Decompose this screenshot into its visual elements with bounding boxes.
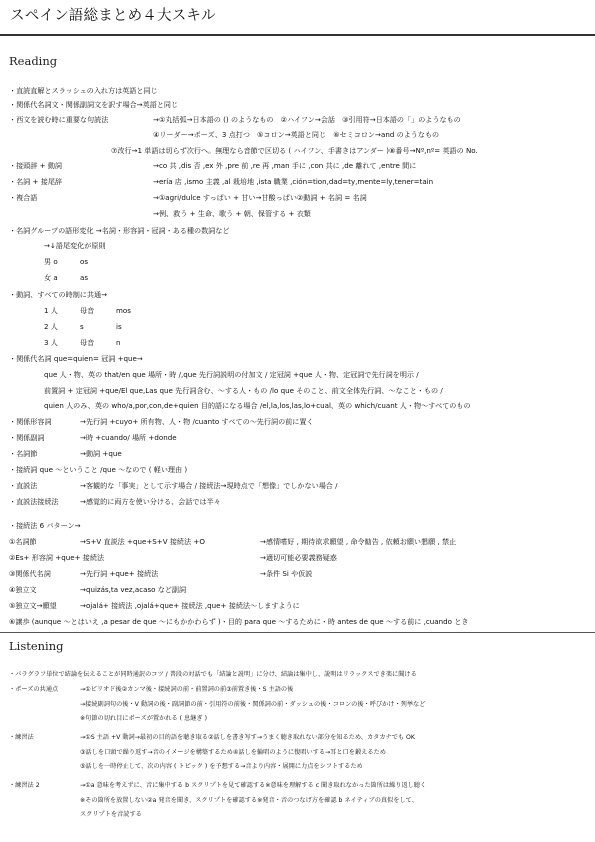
listening-line: ※句節の切れ目にポーズが置かれる ( 息継ぎ ) — [80, 715, 207, 722]
person-cell: s — [80, 322, 84, 331]
reading-line: ・動詞、すべての時制に共通→ — [9, 290, 108, 299]
person-cell: mos — [116, 306, 131, 315]
pattern-label: ③関係代名詞 — [9, 569, 51, 578]
reading-line: ・複合語 — [9, 193, 38, 202]
page-title: スペイン語総まとめ４大スキル — [10, 8, 216, 24]
section-divider — [0, 632, 595, 633]
listening-line: ・パラグラフ単位で結論を伝えることが同時通訳のコツ / 普段の対話でも「結論と説明」に分け、結論は集中し、説明はリラックスでき楽に聞ける — [9, 671, 417, 678]
listening-line: ※その箇所を放置しない②a 発音を聞き、スクリプトを確認する※発音・音のつなげ方を確認 b ネイティブの真似をして、 — [80, 797, 418, 804]
reading-line: →動詞 +que — [80, 449, 122, 458]
pattern-use: →適切可能必要義務疑惑 — [260, 553, 337, 562]
listening-line: ③話しを口頭で繰り返す→音のイメージを構築するため④話しを輪唱のように復唱いする→耳と口を鍛えるため — [80, 749, 386, 756]
reading-line: ・西文を読む時に重要な句読法 — [9, 115, 109, 124]
pattern-form: →S+V 直説法 +que+S+V 接続法 +O — [80, 537, 205, 546]
listening-line: →①a 意味を考えずに、音に集中する b スクリプトを見て確認する※意味を理解する c 聞き取れなかった箇所は繰り返し聴く — [80, 782, 427, 789]
reading-line: →時 +cuando/ 場所 +donde — [80, 433, 177, 442]
reading-line: ・名詞 + 接尾辞 — [9, 177, 63, 186]
reading-line: →例、救う + 生命、歌う + 朝、保管する + 衣類 — [153, 209, 311, 218]
person-cell: 母音 — [80, 306, 95, 315]
reading-line: ・名詞グループの語形変化 →名詞・形容詞・冠詞・ある種の数詞など — [9, 226, 230, 235]
reading-line: →客観的な「事実」として示す場合 / 接続法→現時点で「想像」でしかない場合 / — [80, 481, 338, 490]
reading-line: ・関係代名詞文・関係副詞文を訳す場合→英語と同じ — [9, 100, 179, 109]
reading-line: ・直読直解とスラッシュの入れ方は英語と同じ — [9, 86, 158, 95]
gender-cell: 男 o — [44, 257, 58, 266]
pattern-label: ⑤独立文→願望 — [9, 601, 57, 610]
reading-line: quien 人のみ、英の who/a,por,con,de+quien 目的語になる場合 /el,la,los,las,lo+cual、英の which/cuant 人・物～すべてのもの — [44, 401, 471, 410]
reading-line: ・名詞節 — [9, 449, 38, 458]
gender-cell: as — [80, 273, 89, 282]
reading-line: ・直説法接続法 — [9, 497, 59, 506]
pattern-label: ②Es+ 形容詞 +que+ 接続法 — [9, 553, 105, 562]
reading-line: ④リーダー→ポーズ、3 点打つ ⑤コロン→英語と同じ ⑥セミコロン→and のようなもの — [153, 130, 440, 139]
title-divider — [0, 34, 595, 36]
reading-heading: Reading — [9, 54, 58, 68]
listening-line: ⑤話しを一時停止して、次の内容 ( トピック ) を予想する→音より内容・展開に力点をシフトするため — [80, 763, 363, 770]
reading-line: ・直説法 — [9, 481, 38, 490]
reading-line: ・関係形容詞 — [9, 417, 52, 426]
pattern-label: ⑥譲歩 (aunque ～とはいえ ,a pesar de que ～にもかかわらず )・目的 para que ～するために・時 antes de que ～する前に ,cuando とき — [9, 617, 469, 626]
person-cell: is — [116, 322, 122, 331]
pattern-use: →感情嗜好 , 期待欲求願望 , 命令勧告 , 依頼お願い懇願 , 禁止 — [260, 537, 457, 546]
reading-line: que 人・物、英の that/en que 場所・時 /,que 先行詞説明の付加文 / 定冠詞 +que 人・物、定冠詞で先行詞を明示 / — [44, 370, 419, 379]
reading-line: 前置詞 + 定冠詞 +que/El que,Las que 先行詞含む、～する人・もの /lo que そのこと、前文全体先行詞、～なこと・もの / — [44, 386, 443, 395]
pattern-label: ④独立文 — [9, 585, 37, 594]
person-cell: 2 人 — [44, 322, 58, 331]
reading-line: →先行詞 +cuyo+ 所有物、人・物 /cuanto すべての～先行詞の前に置く — [80, 417, 314, 426]
listening-line: →①ピリオド後②カンマ後・接続詞の前・前置詞の前③前置き後・S 主語の後 — [80, 686, 294, 693]
reading-line: →↓語尾変化が原則 — [44, 241, 106, 250]
pattern-use: →条件 Si や仮説 — [260, 569, 313, 578]
reading-line: ・関係代名詞 que=quien= 冠詞 +que→ — [9, 354, 143, 363]
reading-line: ・接続法 6 パターン→ — [9, 521, 81, 530]
listening-line: ・ポーズの共通点 — [9, 686, 59, 693]
listening-line: ・練習法 — [9, 734, 34, 741]
reading-line: →①丸括弧→日本語の () のようなもの ②ハイフン→会話 ③引用符→日本語の「」のようなもの — [153, 115, 461, 124]
listening-heading: Listening — [9, 639, 64, 653]
reading-line: →感覚的に両方を使い分ける、会話では半々 — [80, 497, 221, 506]
person-cell: 母音 — [80, 338, 95, 347]
pattern-label: ①名詞節 — [9, 537, 37, 546]
reading-line: →co 共 ,dis 否 ,ex 外 ,pre 前 ,re 再 ,man 手に ,con 共に ,de 離れて ,entre 間に — [153, 161, 417, 170]
listening-line: ・練習法 2 — [9, 782, 40, 789]
listening-line: →①S 主語 +V 動詞→最初の目的語を聴き取る②話しを書き写す→うまく聴き取れない部分を知るため、カタカナでも OK — [80, 734, 415, 741]
person-cell: 1 人 — [44, 306, 58, 315]
reading-line: →①agri/dulce すっぱい + 甘い→甘酸っぱい②動詞 + 名詞 = 名詞 — [153, 193, 367, 202]
person-cell: n — [116, 338, 121, 347]
person-cell: 3 人 — [44, 338, 58, 347]
gender-cell: 女 a — [44, 273, 58, 282]
reading-line: ・接続詞 que ～ということ /que ～なので ( 軽い理由 ) — [9, 465, 188, 474]
reading-line: ・接頭辞 + 動詞 — [9, 161, 63, 170]
reading-line: ⑦改行→1 単語は切らず次行へ。無理なら音節で区切る ( ハイフン、手書きはアンダー )⑧番号→Nº,nº= 英語の No. — [111, 146, 478, 155]
reading-line: ・関係副詞 — [9, 433, 45, 442]
pattern-form: →quizás,ta vez,acaso など副詞 — [80, 585, 187, 594]
listening-line: スクリプトを音読する — [80, 811, 142, 818]
listening-line: →接続副詞句の後・V 動詞の後・副詞節の前・引用符の前後・関係詞の前・ダッシュの後・コロンの後・呼びかけ・列挙など — [80, 701, 426, 708]
pattern-form: →先行詞 +que+ 接続法 — [80, 569, 159, 578]
pattern-form: →ojalá+ 接続法 ,ojalá+que+ 接続法 ,que+ 接続法～しますように — [80, 601, 300, 610]
reading-line: →ería 店 ,ismo 主義 ,al 栽培地 ,ista 職業 ,ción=tion,dad=ty,mente=ly,tener=tain — [153, 177, 434, 186]
gender-cell: os — [80, 257, 89, 266]
